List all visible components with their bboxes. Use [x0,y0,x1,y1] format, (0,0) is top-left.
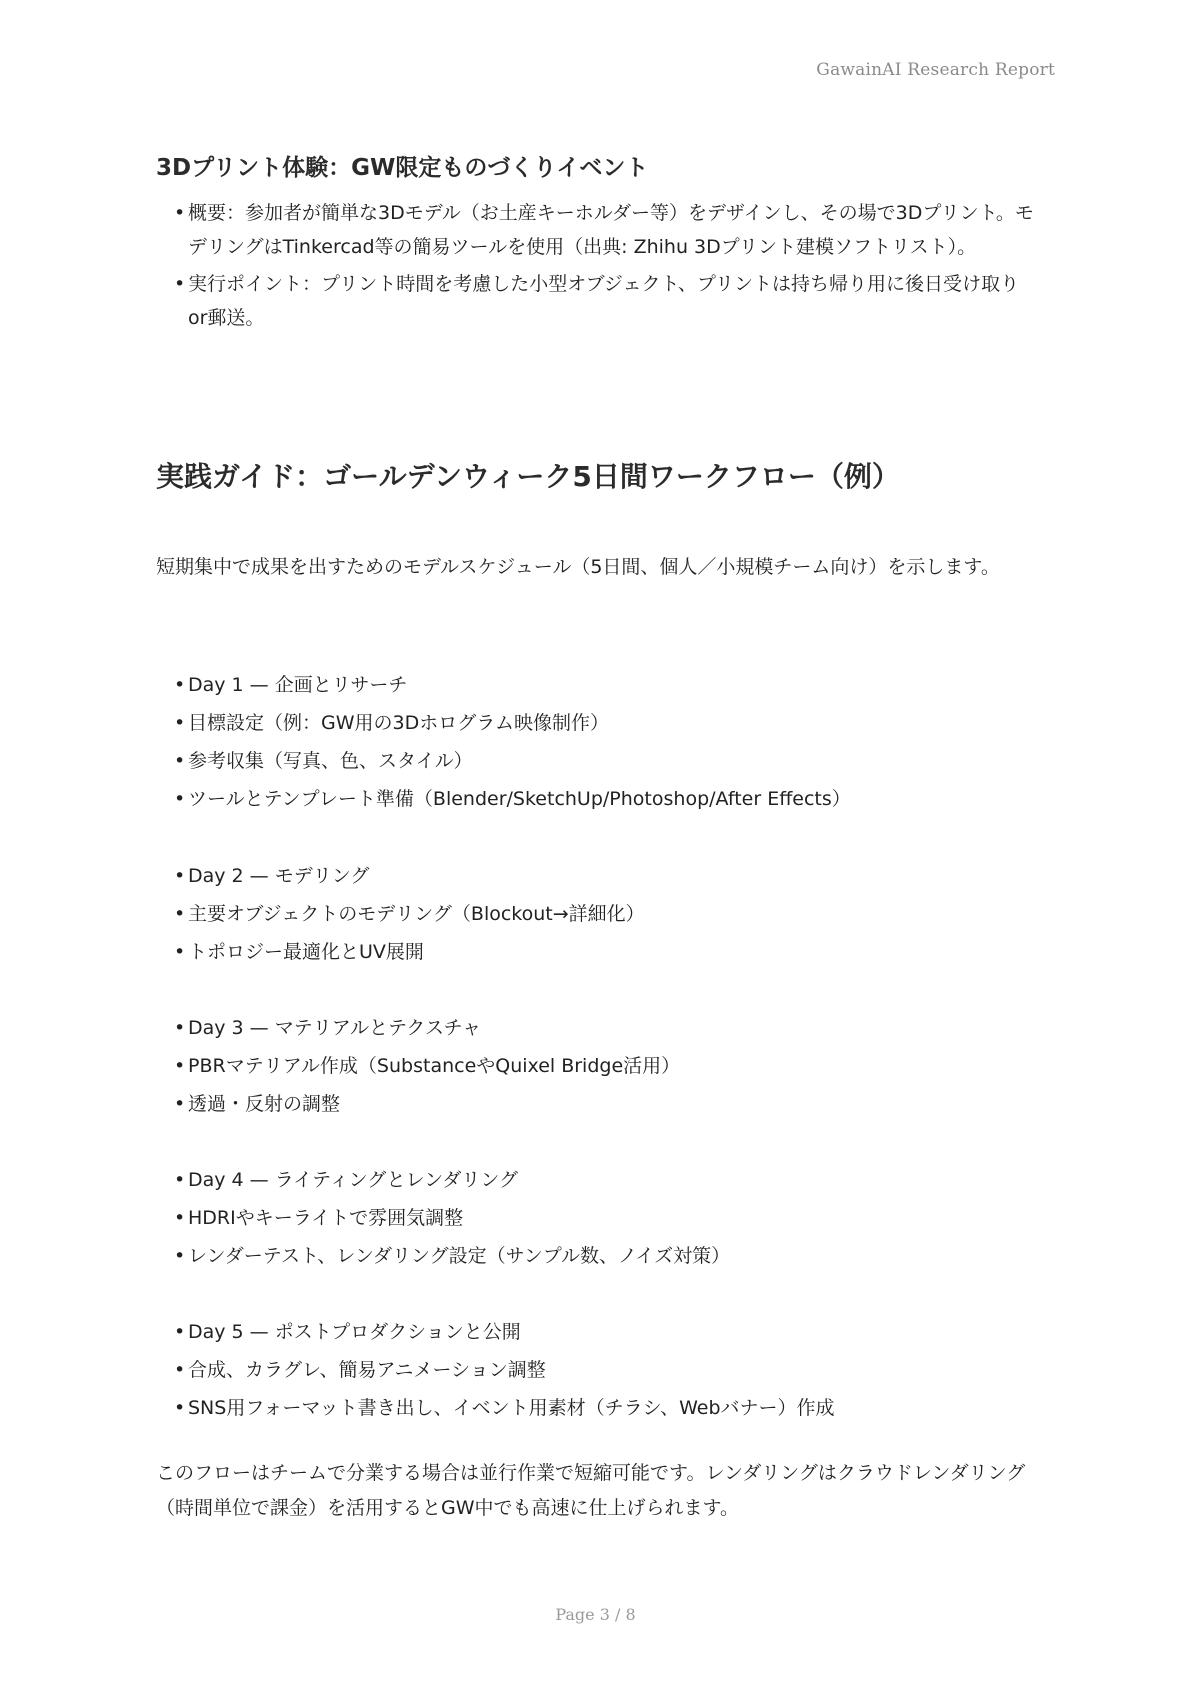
guide-closing [156,1456,1036,1526]
day-heading: • Day 2 — モデリング [174,865,370,887]
list-item: • HDRIやキーライトで雰囲気調整 [174,1207,464,1229]
guide-intro [156,550,1036,585]
page-number: Page 3 / 8 [555,1605,636,1624]
list-item: • 合成、カラグレ、簡易アニメーション調整 [174,1359,546,1381]
day-1-block [156,666,1036,818]
closing-paragraph: このフローはチームで分業する場合は並行作業で短縮可能です。レンダリングはクラウドレンダリング（時間単位で課金）を活用するとGW中でも高速に仕上げられます。 [156,1462,1026,1519]
list-item: • 概要：参加者が簡単な3Dモデル（お土産キーホルダー等）をデザインし、その場で3Dプリント。モデリングはTinkercad等の簡易ツールを使用（出典: Zhihu 3Dプリント建模ソフトリスト）。 [174,202,1034,258]
report-header: GawainAI Research Report [816,60,1055,80]
list-item: • 主要オブジェクトのモデリング（Blockout→詳細化） [174,903,645,925]
list-item: • PBRマテリアル作成（SubstanceやQuixel Bridge活用） [174,1055,681,1077]
day-heading: • Day 1 — 企画とリサーチ [174,674,408,696]
list-item: • SNS用フォーマット書き出し、イベント用素材（チラシ、Webバナー）作成 [174,1397,835,1419]
section-title-3dprint: 3Dプリント体験：GW限定ものづくりイベント [156,155,649,181]
list-item: • 透過・反射の調整 [174,1093,341,1115]
list-item: • トポロジー最適化とUV展開 [174,941,424,963]
section-3dprint-body [156,196,1036,335]
day-4-block [156,1161,1036,1275]
day-3-block [156,1009,1036,1123]
list-item: • ツールとテンプレート準備（Blender/SketchUp/Photoshop/After Effects） [174,788,851,810]
bullet-list-3dprint [156,196,1036,335]
list-item: • 実行ポイント：プリント時間を考慮した小型オブジェクト、プリントは持ち帰り用に後日受け取りor郵送。 [174,273,1020,329]
day-heading: • Day 3 — マテリアルとテクスチャ [174,1017,482,1039]
day-heading: • Day 4 — ライティングとレンダリング [174,1169,519,1191]
section-title-guide: 実践ガイド：ゴールデンウィーク5日間ワークフロー（例） [156,460,900,493]
list-item: • レンダーテスト、レンダリング設定（サンプル数、ノイズ対策） [174,1245,731,1267]
day-heading: • Day 5 — ポストプロダクションと公開 [174,1321,521,1343]
day-2-block [156,857,1036,971]
list-item: • 参考収集（写真、色、スタイル） [174,750,473,772]
day-5-block [156,1313,1036,1427]
list-item: • 目標設定（例：GW用の3Dホログラム映像制作） [174,712,610,734]
intro-paragraph: 短期集中で成果を出すためのモデルスケジュール（5日間、個人／小規模チーム向け）を示します。 [156,556,1000,578]
